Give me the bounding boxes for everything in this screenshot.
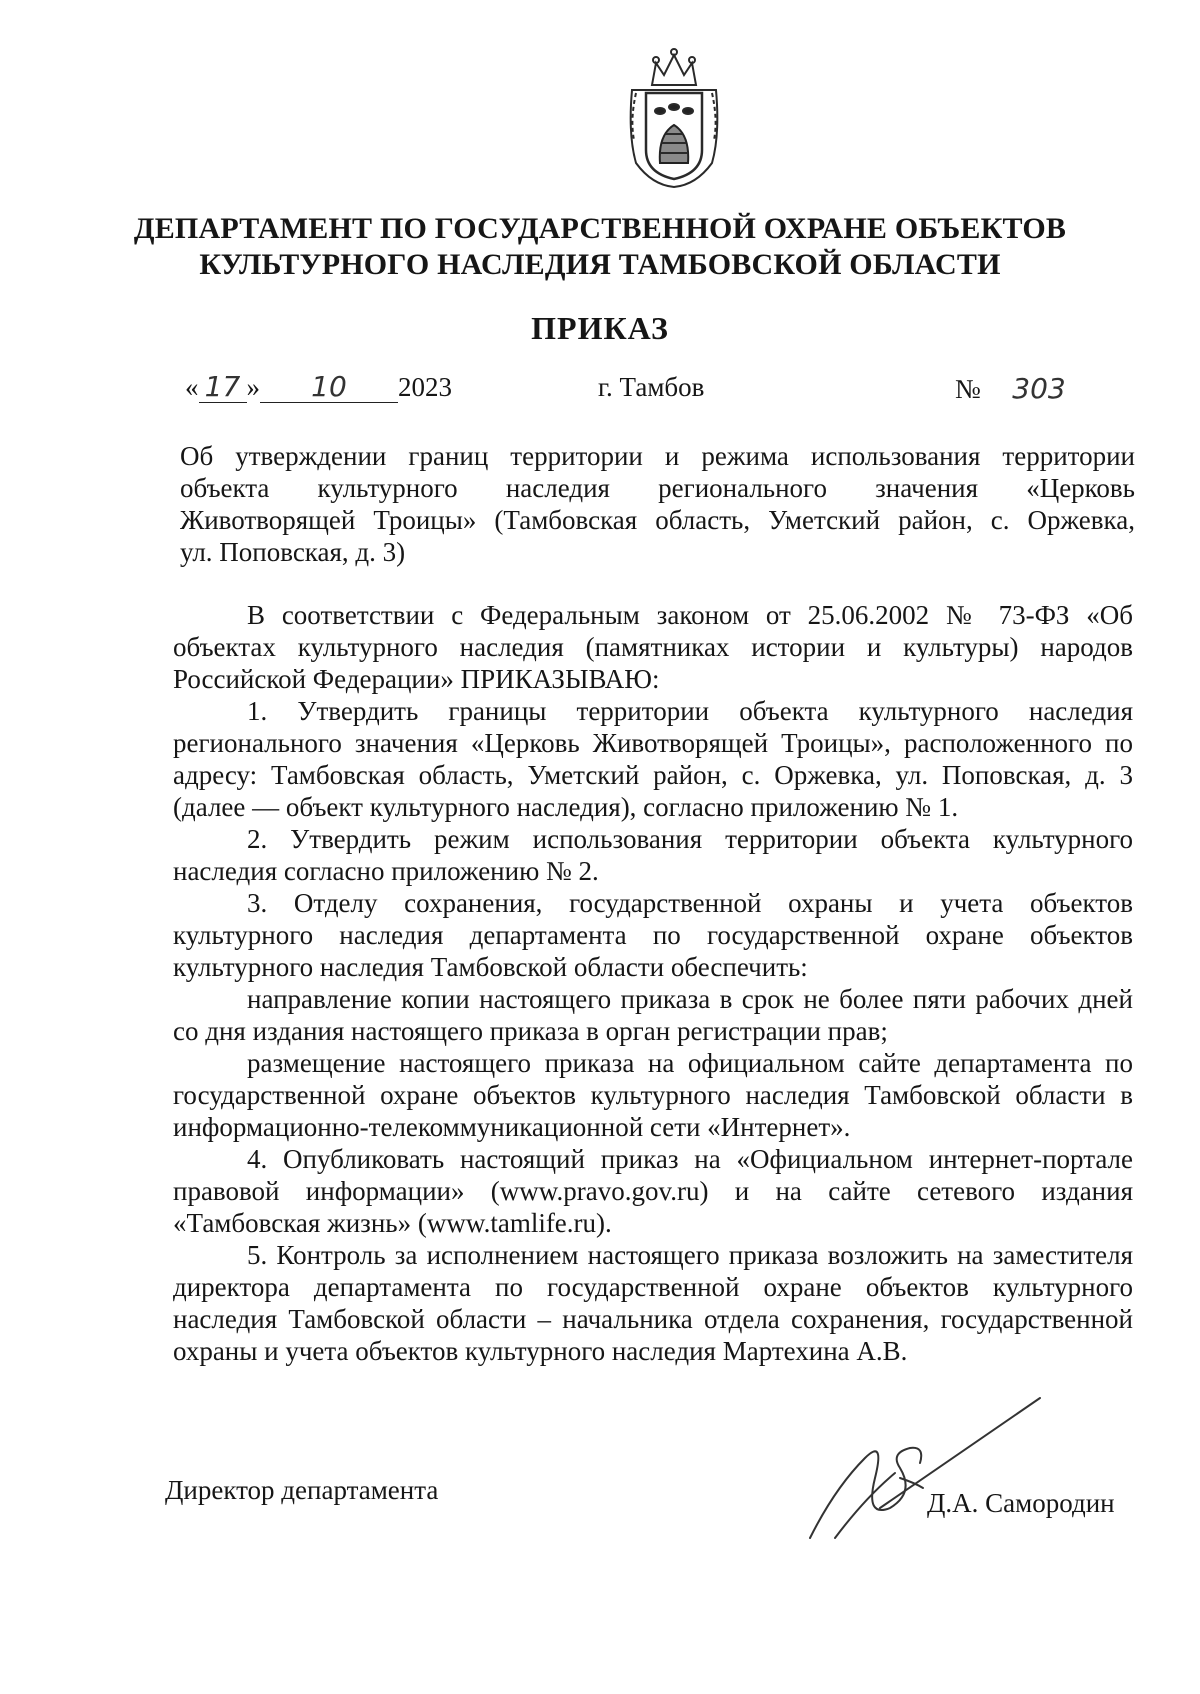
date-day: 17: [199, 372, 247, 403]
body-paragraph-item-5: 5. Контроль за исполнением настоящего приказа возложить на заместителя директора департамента по государственной охране объектов культурного наследия Тамбовской области – начальника отдела сохранения, государственной охраны и учета объектов культурного наследия Мартехина А.В.: [173, 1240, 1133, 1366]
body-paragraph-subitem: размещение настоящего приказа на официальном сайте департамента по государственной охране объектов культурного наследия Тамбовской области в информационно-телекоммуникационной сети «Интернет».: [173, 1048, 1133, 1142]
signatory-position: Директор департамента: [165, 1475, 439, 1505]
body-paragraph-item-2: 2. Утвердить режим использования территории объекта культурного наследия согласно приложению № 2.: [173, 824, 1133, 886]
order-date: [185, 372, 452, 403]
date-open-quote: «: [185, 372, 199, 402]
subject-line: Об утверждении границ территории и режима использования территории: [180, 441, 1135, 471]
subject-line: ул. Поповская, д. 3): [180, 537, 406, 567]
body-paragraph-subitem: направление копии настоящего приказа в срок не более пяти рабочих дней со дня издания настоящего приказа в орган регистрации прав;: [173, 984, 1133, 1046]
body-paragraph-item-4: 4. Опубликовать настоящий приказ на «Официальном интернет-портале правовой информации» (www.pravo.gov.ru) и на сайте сетевого издания «Тамбовская жизнь» (www.tamlife.ru).: [173, 1144, 1133, 1238]
signatory-name: Д.А. Самородин: [927, 1488, 1115, 1518]
subject-line: объекта культурного наследия регионального значения «Церковь: [180, 473, 1135, 503]
document-title: ПРИКАЗ: [531, 310, 669, 346]
order-subject: [180, 440, 1135, 568]
city: г. Тамбов: [598, 372, 705, 402]
department-name-line-1: ДЕПАРТАМЕНТ ПО ГОСУДАРСТВЕННОЙ ОХРАНЕ ОБЪЕКТОВ: [133, 212, 1067, 245]
tambov-coat-of-arms-icon: [622, 45, 726, 190]
date-month: 10: [260, 372, 398, 403]
order-body: [173, 599, 1133, 1367]
body-paragraph-item-1: 1. Утвердить границы территории объекта культурного наследия регионального значения «Церковь Животворящей Троицы», расположенного по адресу: Тамбовская область, Уметский район, с. Оржевка, ул. Поповская, д. 3 (далее — объект культурного наследия), согласно приложению № 1.: [173, 696, 1133, 822]
order-number: [955, 372, 1066, 405]
body-paragraph-item-3: 3. Отделу сохранения, государственной охраны и учета объектов культурного наследия департамента по государственной охране объектов культурного наследия Тамбовской области обеспечить:: [173, 888, 1133, 982]
date-year: 2023: [398, 372, 452, 402]
subject-line: Животворящей Троицы» (Тамбовская область, Уметский район, с. Оржевка,: [180, 505, 1135, 535]
order-number-value: 303: [1012, 372, 1066, 405]
body-paragraph-preamble: В соответствии с Федеральным законом от 25.06.2002 № 73-ФЗ «Об объектах культурного наследия (памятниках истории и культуры) народов Российской Федерации» ПРИКАЗЫВАЮ:: [173, 600, 1133, 694]
department-name-line-2: КУЛЬТУРНОГО НАСЛЕДИЯ ТАМБОВСКОЙ ОБЛАСТИ: [199, 248, 1001, 281]
date-close-quote: »: [246, 372, 260, 402]
handwritten-signature: [805, 1388, 1045, 1548]
number-sign: №: [955, 374, 981, 404]
